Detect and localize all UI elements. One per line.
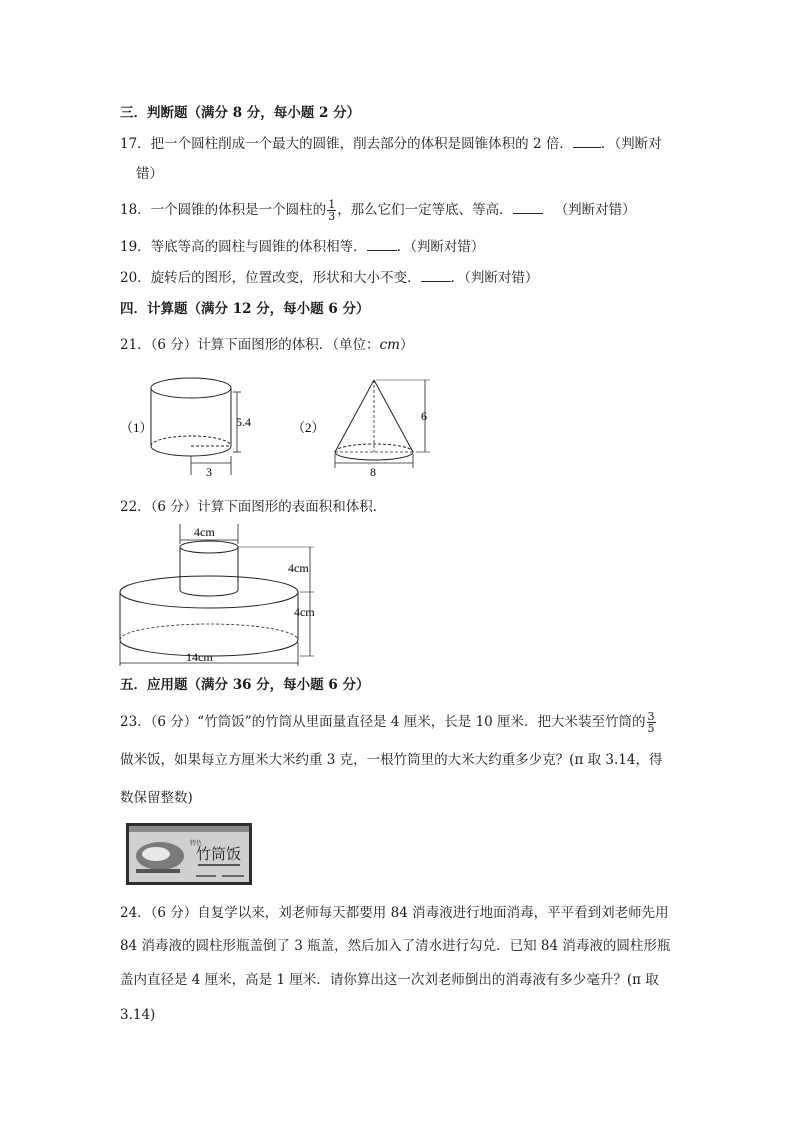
- section-4-heading: 四．计算题（满分 12 分，每小题 6 分）: [120, 301, 370, 317]
- question-20: [120, 269, 538, 287]
- fraction-three-fifths: $\frac{3}{5}$: [647, 710, 655, 735]
- figure-3-top-diameter-label: 4cm: [194, 525, 215, 539]
- question-21: [120, 336, 413, 354]
- question-18-text-after: ，那么它们一定等底、等高．: [337, 202, 513, 218]
- question-22: 22．（6 分）计算下面图形的表面积和体积．: [120, 499, 387, 515]
- question-18-suffix: （判断对错）: [554, 202, 636, 218]
- question-17: [120, 135, 662, 153]
- question-20-text: 20．旋转后的图形，位置改变，形状和大小不变．: [120, 270, 421, 286]
- figure-1-radius-label: 3: [206, 465, 212, 478]
- question-23-line-3: 数保留整数): [120, 790, 193, 806]
- photo-title: 竹筒饭: [196, 845, 242, 863]
- answer-blank-18[interactable]: [513, 201, 543, 214]
- question-19-text: 19．等底等高的圆柱与圆锥的体积相等．: [120, 239, 367, 255]
- figure-3-top-height-label: 4cm: [288, 561, 309, 575]
- question-24-line-2: 84 消毒液的圆柱形瓶盖倒了 3 瓶盖，然后加入了清水进行勾兑．已知 84 消毒液的圆柱形瓶: [120, 938, 671, 954]
- photo-small-label: 特色: [190, 840, 203, 847]
- answer-blank-20[interactable]: [421, 269, 451, 282]
- question-23-text-1: 23．（6 分）“竹筒饭”的竹筒从里面量直径是 4 厘米，长是 10 厘米．把大米装至竹筒的: [120, 714, 646, 730]
- question-21-text: 21．（6 分）计算下面图形的体积．（单位：: [120, 337, 380, 353]
- section-5-heading: 五．应用题（满分 36 分，每小题 6 分）: [120, 677, 370, 693]
- figure-1-height-label: 5.4: [236, 415, 251, 429]
- figure-2-height-label: 6: [421, 409, 427, 423]
- figure-cone: [290, 372, 440, 478]
- figure-3-bottom-diameter-label: 14cm: [186, 650, 213, 664]
- question-24-line-1: 24．（6 分）自复学以来，刘老师每天都要用 84 消毒液进行地面消毒，平平看到刘老师先用: [120, 905, 669, 921]
- figure-3-bottom-height-label: 4cm: [294, 605, 315, 619]
- figure-1-label: （1）: [120, 420, 153, 435]
- question-23-line-2: 做米饭，如果每立方厘米大米约重 3 克，一根竹筒里的大米大约重多少克？(π 取 3.14，得: [120, 752, 663, 768]
- question-24-line-3: 盖内直径是 4 厘米，高是 1 厘米．请你算出这一次刘老师倒出的消毒液有多少毫升？(π 取: [120, 972, 659, 988]
- figure-2-diameter-label: 8: [370, 465, 376, 478]
- figure-2-label: （2）: [292, 420, 325, 435]
- question-21-unit: cm: [379, 337, 400, 353]
- question-17-suffix: ．（判断对: [600, 136, 662, 152]
- question-23-line-1: [120, 708, 657, 736]
- question-19-suffix: ．（判断对错）: [396, 239, 485, 255]
- answer-blank-19[interactable]: [367, 238, 397, 251]
- answer-blank-17[interactable]: [573, 135, 601, 148]
- question-19: [120, 238, 484, 256]
- figure-cylinder: [118, 372, 268, 478]
- question-24-line-4: 3.14): [120, 1007, 156, 1023]
- figure-stacked-cylinders: [114, 520, 334, 668]
- fraction-one-third: $\frac{1}{3}$: [328, 198, 336, 223]
- question-18: [120, 196, 636, 224]
- question-20-suffix: ．（判断对错）: [450, 270, 539, 286]
- bamboo-rice-photo: [126, 823, 252, 885]
- question-21-close: ）: [399, 337, 414, 353]
- question-17-text: 17．把一个圆柱削成一个最大的圆锥，削去部分的体积是圆锥体积的 2 倍．: [120, 136, 573, 152]
- question-17-continued: 错）: [136, 166, 163, 182]
- section-3-heading: 三．判断题（满分 8 分，每小题 2 分）: [120, 105, 361, 121]
- question-18-text: 18．一个圆锥的体积是一个圆柱的: [120, 202, 327, 218]
